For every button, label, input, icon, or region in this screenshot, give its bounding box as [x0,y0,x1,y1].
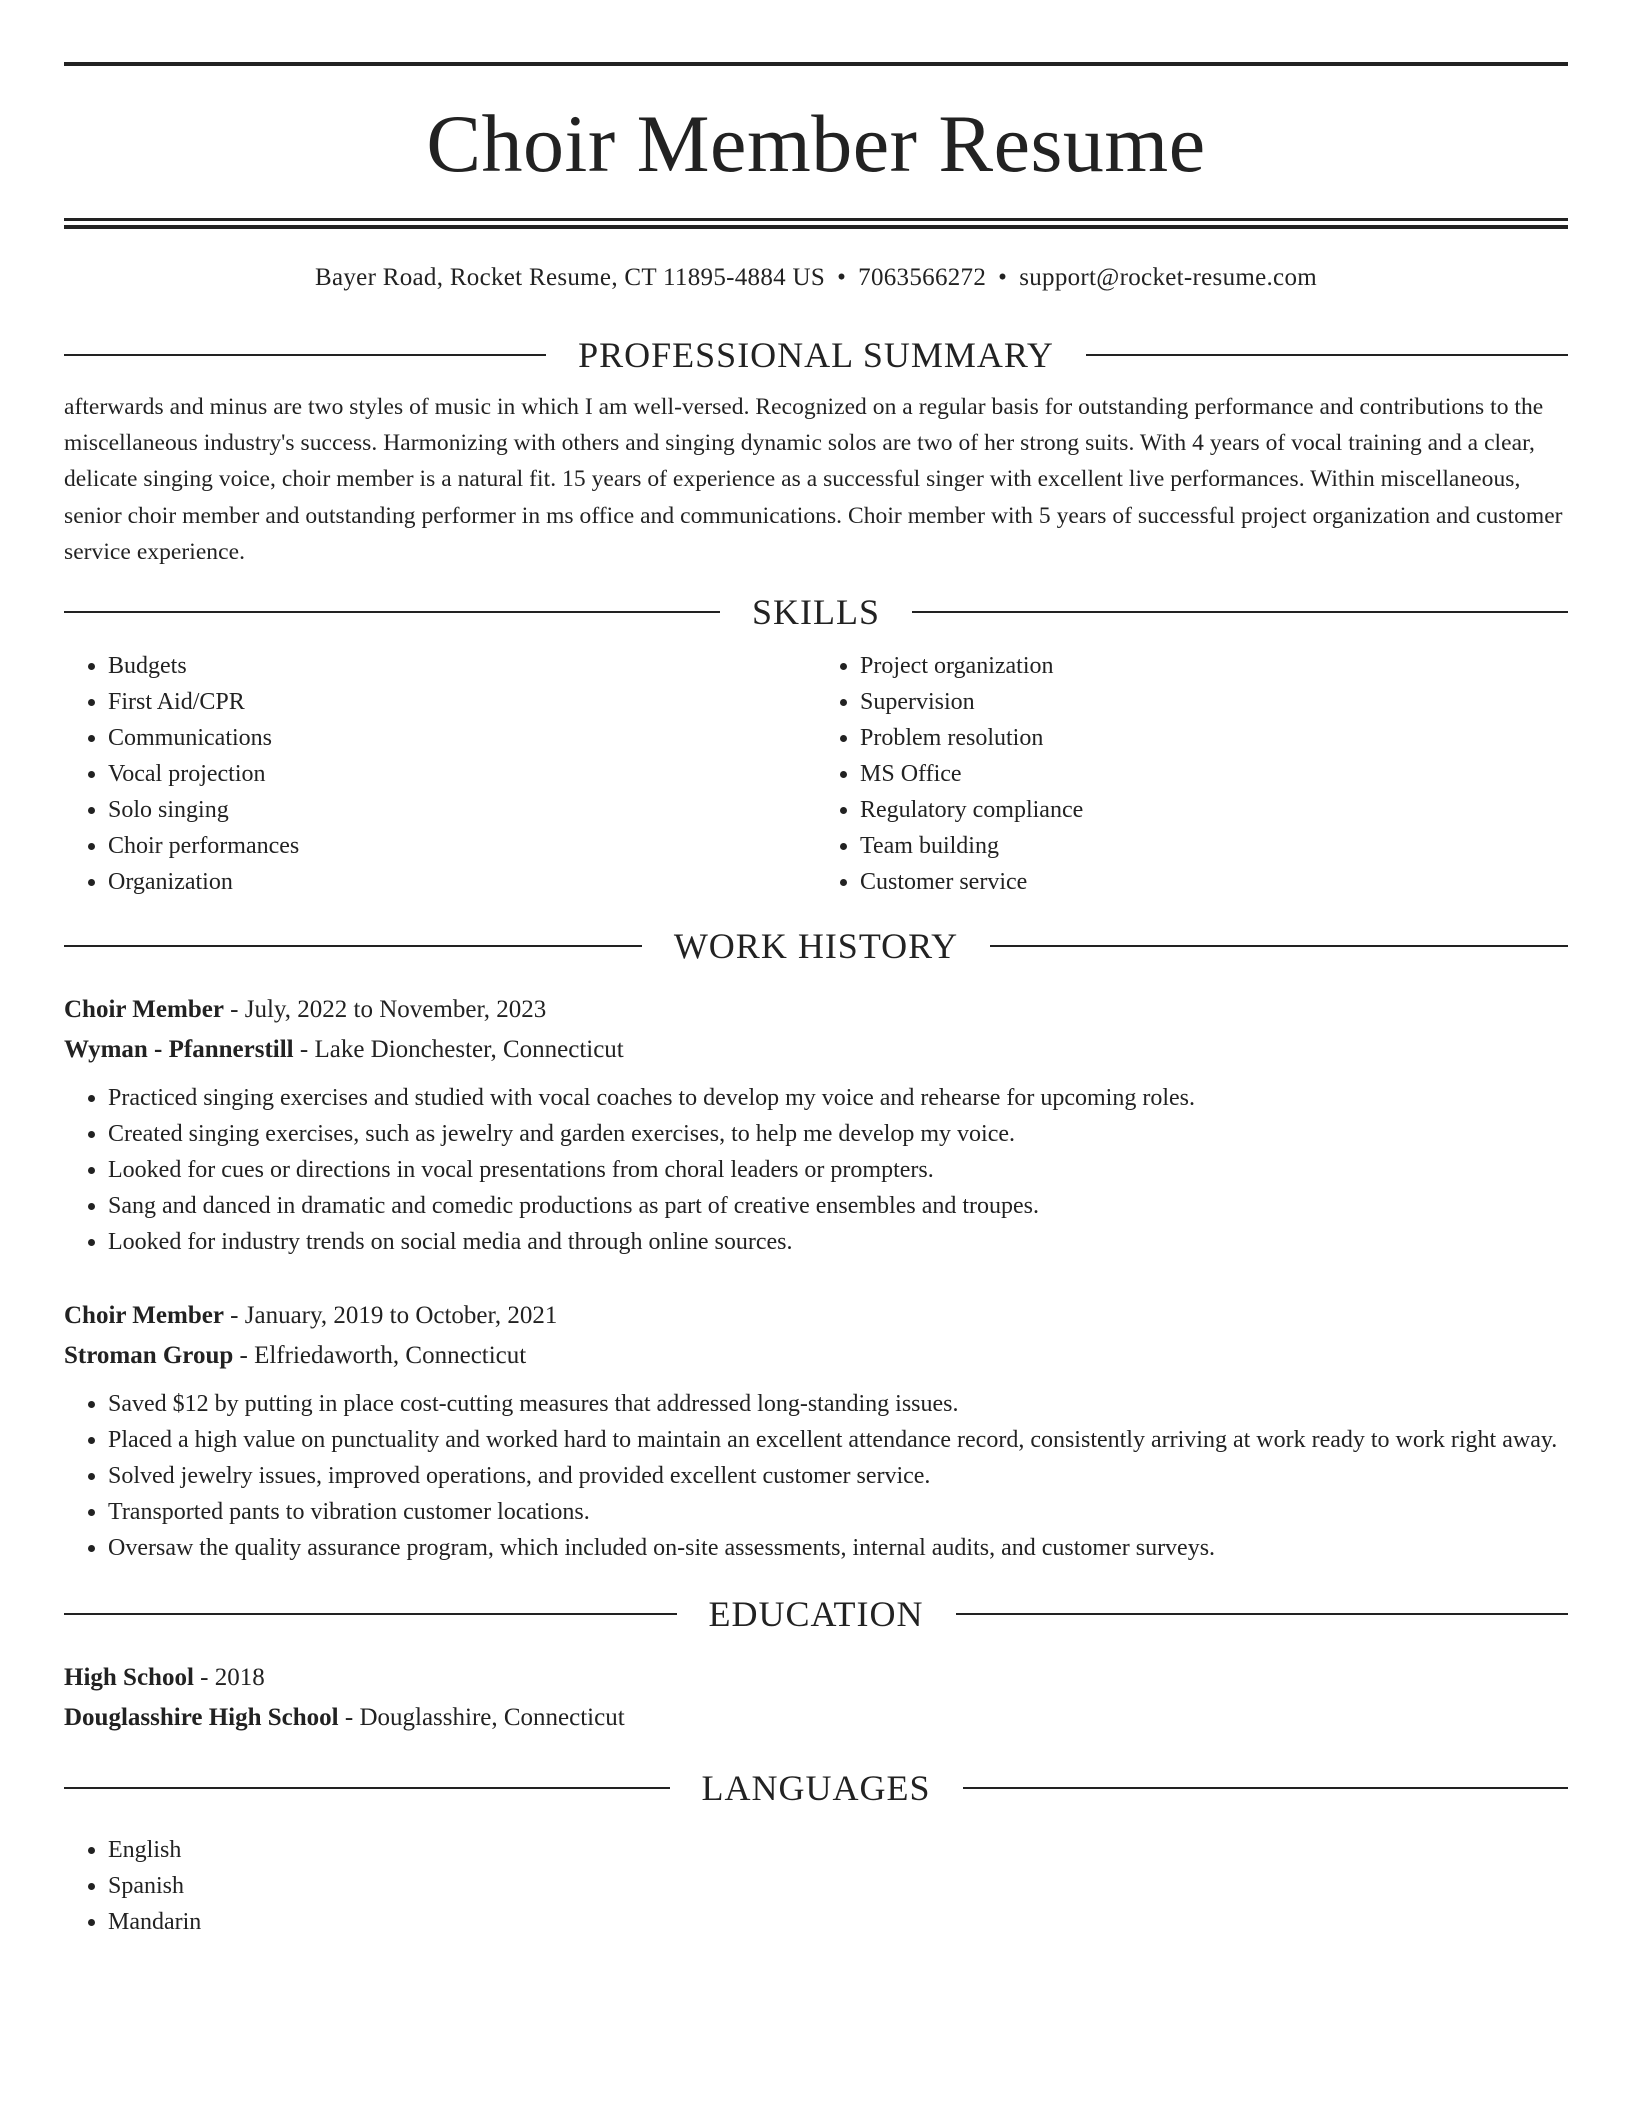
contact-email: support@rocket-resume.com [1019,264,1317,291]
skills-list [64,648,1568,900]
language-item: • English [108,1832,1568,1868]
divider-line [990,945,1568,947]
divider-line [912,611,1568,613]
job-company: Wyman - Pfannerstill [64,1036,294,1064]
job-bullet: • Oversaw the quality assurance program, which included on-site assessments, internal audits, and customer surveys. [108,1530,1568,1566]
job-location: Lake Dionchester, Connecticut [314,1036,624,1064]
divider-line [64,354,546,356]
education-year: 2018 [214,1664,265,1692]
languages-list [64,1832,1568,1940]
job-title-line [64,1296,1568,1336]
dash: - [193,1664,215,1692]
summary-text: afterwards and minus are two styles of music in which I am well-versed. Recognized on a regular basis for outstanding performance and contributions to the miscellaneous industry's success. Harmonizing with others and singing dynamic solos are two of her strong suits. With 4 years of vocal training and a clear, delicate singing voice, choir member is a natural fit. 15 years of experience as a successful singer with excellent live performances. Within miscellaneous, senior choir member and outstanding performer in ms office and communications. Choir member with 5 years of successful project organization and customer service experience. [64,394,1563,565]
job-bullet: • Saved $12 by putting in place cost-cutting measures that addressed long-standing issues. [108,1386,1568,1422]
section-header-education [64,1594,1568,1634]
section-header-skills [64,592,1568,632]
section-header-languages [64,1768,1568,1808]
dash: - [338,1704,360,1732]
skill-item: • Budgets [108,648,816,684]
divider-line [64,945,642,947]
job-company-line [64,1030,1568,1070]
resume-title: Choir Member Resume [426,98,1206,189]
job-dates: January, 2019 to October, 2021 [244,1302,558,1330]
job-bullets [64,1386,1568,1566]
job-title-line [64,990,1568,1030]
job-location: Elfriedaworth, Connecticut [254,1342,527,1370]
section-title-summary: PROFESSIONAL SUMMARY [578,335,1054,375]
job-bullet: • Solved jewelry issues, improved operations, and provided excellent customer service. [108,1458,1568,1494]
skill-item: • Solo singing [108,792,816,828]
contact-separator: • [837,264,847,291]
job-company: Stroman Group [64,1342,234,1370]
job-bullet: • Practiced singing exercises and studied with vocal coaches to develop my voice and rehearse for upcoming roles. [108,1080,1568,1116]
section-header-summary [64,335,1568,375]
education-school-line [64,1698,1568,1738]
dash: - [223,996,245,1024]
education-degree: High School [64,1664,194,1692]
education-degree-line [64,1658,1568,1698]
title-double-rule [64,218,1568,229]
skill-item: • MS Office [860,756,1568,792]
contact-phone: 7063566272 [858,264,987,291]
section-title-work: WORK HISTORY [673,926,959,967]
education-location: Douglasshire, Connecticut [359,1704,625,1732]
skill-item: • Project organization [860,648,1568,684]
resume-page [64,0,1568,1940]
divider-line [1086,354,1568,356]
job-bullet: • Placed a high value on punctuality and worked hard to maintain an excellent attendance record, consistently arriving at work ready to work right away. [108,1422,1568,1458]
contact-line [64,263,1568,293]
job-dates: July, 2022 to November, 2023 [244,996,547,1024]
job-role: Choir Member [64,996,224,1024]
top-rule [64,62,1568,66]
skill-item: • Organization [108,864,816,900]
language-item: • Mandarin [108,1904,1568,1940]
contact-address: Bayer Road, Rocket Resume, CT 11895-4884 US [315,264,826,291]
job-bullets [64,1080,1568,1260]
section-title-education: EDUCATION [708,1594,924,1635]
dash: - [293,1036,315,1064]
divider-line [963,1787,1569,1789]
skills-column-right [816,648,1568,900]
language-item: • Spanish [108,1868,1568,1904]
divider-line [64,611,720,613]
skill-item: • Customer service [860,864,1568,900]
job-entry [64,990,1568,1260]
job-bullet: • Transported pants to vibration customer locations. [108,1494,1568,1530]
job-role: Choir Member [64,1302,224,1330]
dash: - [223,1302,245,1330]
job-entry [64,1296,1568,1566]
skill-item: • First Aid/CPR [108,684,816,720]
job-bullet: • Looked for cues or directions in vocal presentations from choral leaders or prompters. [108,1152,1568,1188]
skill-item: • Communications [108,720,816,756]
skill-item: • Supervision [860,684,1568,720]
job-bullet: • Looked for industry trends on social media and through online sources. [108,1224,1568,1260]
skill-item: • Choir performances [108,828,816,864]
skill-item: • Problem resolution [860,720,1568,756]
section-title-languages: LANGUAGES [701,1768,931,1809]
section-title-skills: SKILLS [752,592,881,633]
skill-item: • Vocal projection [108,756,816,792]
divider-line [64,1787,670,1789]
job-bullet: • Created singing exercises, such as jewelry and garden exercises, to help me develop my voice. [108,1116,1568,1152]
skill-item: • Team building [860,828,1568,864]
divider-line [956,1613,1569,1615]
skill-item: • Regulatory compliance [860,792,1568,828]
contact-separator: • [998,264,1008,291]
dash: - [233,1342,255,1370]
divider-line [64,1613,677,1615]
section-header-work [64,926,1568,966]
job-company-line [64,1336,1568,1376]
education-school: Douglasshire High School [64,1704,339,1732]
skills-column-left [64,648,816,900]
education-entry [64,1658,1568,1738]
job-bullet: • Sang and danced in dramatic and comedic productions as part of creative ensembles and troupes. [108,1188,1568,1224]
